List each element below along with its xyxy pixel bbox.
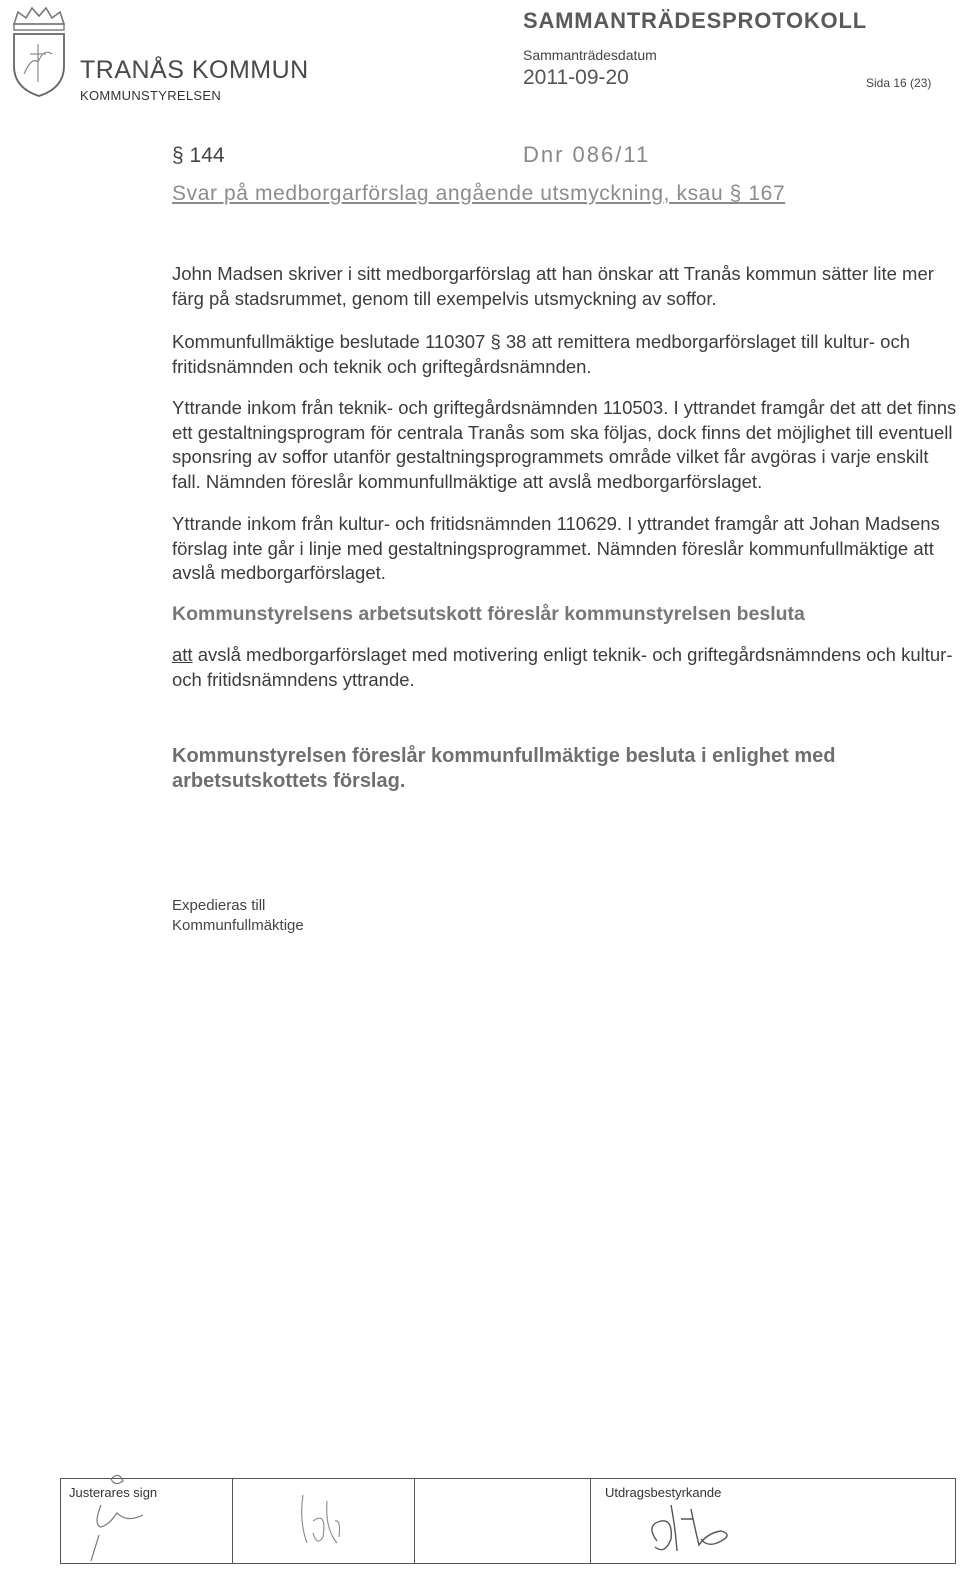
body-paragraph: Yttrande inkom från kultur- och fritidsnämnden 110629. I yttrandet framgår att Johan Madsens förslag inte går i linje med gestaltningsprogrammet. Nämnden föreslår kommunfullmäktige att avslå medborgarförslaget. — [172, 513, 940, 583]
diary-number: Dnr 086/11 — [523, 142, 651, 167]
organization-department: KOMMUNSTYRELSEN — [80, 88, 222, 103]
handwritten-signature-2 — [297, 1481, 357, 1565]
body-paragraph: Kommunfullmäktige beslutade 110307 § 38 att remittera medborgarförslaget till kultur- och fritidsnämnden och teknik och griftegårdsnämnden. — [172, 331, 910, 377]
att-keyword: att — [172, 644, 193, 665]
proposal-paragraph — [172, 643, 957, 692]
handwritten-signature-3 — [641, 1495, 741, 1565]
utdragsbestyrkande-label: Utdragsbestyrkande — [605, 1485, 722, 1500]
dispatch-block — [172, 896, 304, 936]
paragraph-number: § 144 — [172, 144, 225, 167]
subject-heading: Svar på medborgarförslag angående utsmyckning, ksau § 167 — [172, 182, 786, 205]
signature-table — [60, 1478, 956, 1564]
decision-paragraph: Kommunstyrelsen föreslår kommunfullmäktige besluta i enlighet med arbetsutskottets förslag. — [172, 745, 836, 792]
handwritten-signature-1 — [71, 1465, 161, 1565]
proposal-heading: Kommunstyrelsens arbetsutskott föreslår kommunstyrelsen besluta — [172, 603, 805, 625]
justerares-sign-label: Justerares sign — [69, 1485, 158, 1500]
organization-name: TRANÅS KOMMUN — [80, 56, 309, 84]
body-paragraph: Yttrande inkom från teknik- och griftegårdsnämnden 110503. I yttrandet framgår det att det finns ett gestaltningsprogram för centrala Tranås som ska följas, dock finns det möjlighet till eventuell sponsring av soffor utanför gestaltningsprogrammets område vilket får avgöras i varje enskilt fall. Nämnden föreslår kommunfullmäktige att avslå medborgarförslaget. — [172, 397, 957, 492]
meeting-date-value: 2011-09-20 — [523, 66, 629, 89]
proposal-text: avslå medborgarförslaget med motivering enligt teknik- och griftegårdsnämndens och kultur- och fritidsnämndens yttrande. — [172, 644, 953, 690]
dispatch-recipient: Kommunfullmäktige — [172, 917, 304, 934]
dispatch-label: Expedieras till — [172, 897, 266, 914]
body-paragraph: John Madsen skriver i sitt medborgarförslag att han önskar att Tranås kommun sätter lite mer färg på stadsrummet, genom till exempelvis utsmyckning av soffor. — [172, 263, 934, 309]
signature-cell — [415, 1479, 591, 1563]
municipal-coat-of-arms-icon — [8, 4, 70, 100]
document-title: SAMMANTRÄDESPROTOKOLL — [523, 8, 867, 33]
page-number: Sida 16 (23) — [866, 76, 932, 90]
meeting-date-label: Sammanträdesdatum — [523, 47, 657, 63]
